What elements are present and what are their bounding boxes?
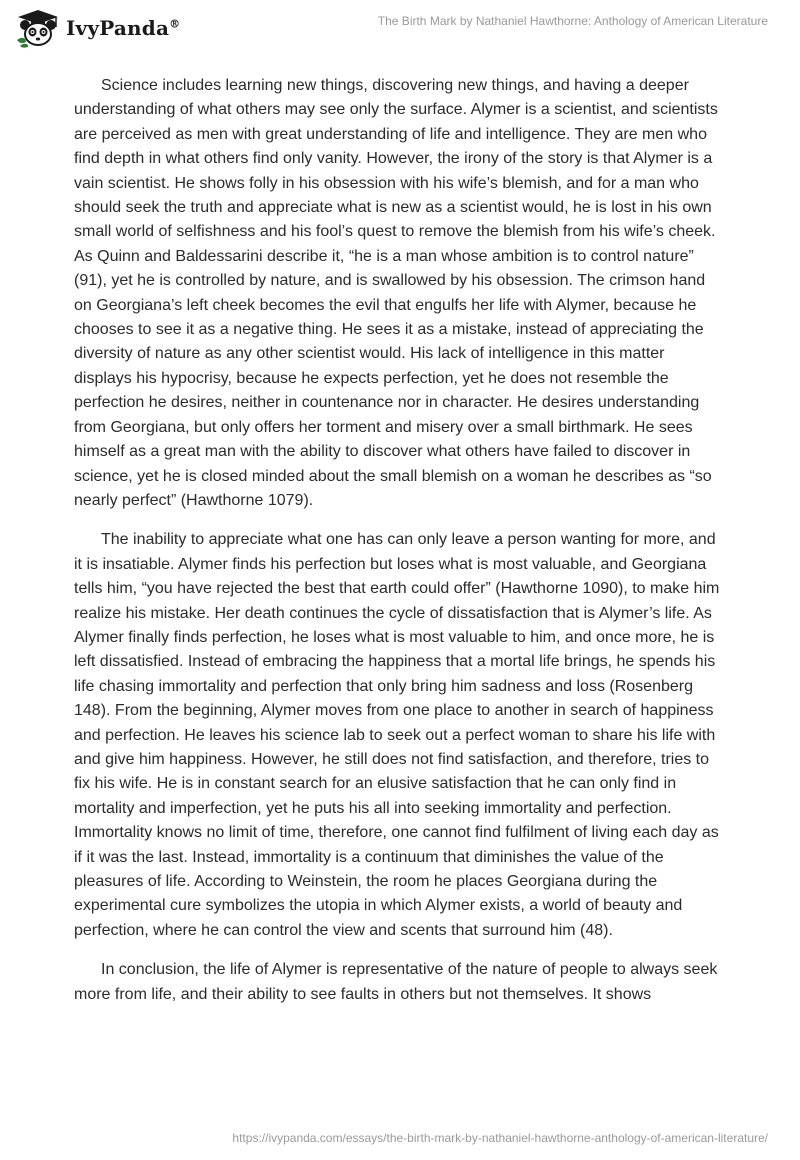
panda-graduate-logo-icon	[14, 8, 62, 48]
brand-name: IvyPanda®	[66, 16, 181, 40]
ivypanda-logo[interactable]	[14, 8, 180, 48]
paragraph: The inability to appreciate what one has can only leave a person wanting for more, and it is insatiable. Alymer finds his perfection but loses what is most valuable, and Georgiana tells him, “you have rejected the best that earth could offer” (Hawthorne 1090), to make him realize his mistake. Her death continues the cycle of dissatisfaction that is Alymer’s life. As Alymer finally finds perfection, he loses what is most valuable to him, and once more, he is left dissatisfied. Instead of embracing the happiness that a mortal life brings, he spends his life chasing immortality and perfection that only bring him sadness and loss (Rosenberg 148). From the beginning, Alymer moves from one place to another in search of happiness and perfection. He leaves his science lab to seek out a perfect woman to share his life with and give him happiness. However, he still does not find satisfaction, and therefore, tries to fix his wife. He is in constant search for an elusive satisfaction that he can only find in mortality and imperfection, yet he puts his all into seeking immortality and perfection. Immortality knows no limit of time, therefore, one cannot find fulfilment of living each day as if it was the last. Instead, immortality is a continuum that diminishes the value of the pleasures of life. According to Weinstein, the room he places Georgiana during the experimental cure symbolizes the utopia in which Alymer exists, a world of beauty and perfection, where he can control the view and scents that surround him (48).	[74, 531, 720, 939]
document-title: The Birth Mark by Nathaniel Hawthorne: Anthology of American Literature	[377, 14, 768, 28]
source-url[interactable]: https://ivypanda.com/essays/the-birth-mark-by-nathaniel-hawthorne-anthology-of-american-literature/	[232, 1131, 768, 1145]
essay-body	[74, 74, 724, 1022]
paragraph: In conclusion, the life of Alymer is representative of the nature of people to always seek more from life, and their ability to see faults in others but not themselves. It shows	[74, 961, 718, 1003]
paragraph: Science includes learning new things, discovering new things, and having a deeper understanding of what others may see only the surface. Alymer is a scientist, and scientists are perceived as men with great understanding of life and intelligence. They are men who find depth in what others find only vanity. However, the irony of the story is that Alymer is a vain scientist. He shows folly in his obsession with his wife’s blemish, and for a man who should seek the truth and appreciate what is new as a scientist would, he is lost in his own small world of selfishness and his fool’s quest to remove the blemish from his wife’s cheek. As Quinn and Baldessarini describe it, “he is a man whose ambition is to control nature” (91), yet he is controlled by nature, and is swallowed by his obsession. The crimson hand on Georgiana’s left cheek becomes the evil that engulfs her life with Alymer, because he chooses to see it as a negative thing. He sees it as a mistake, instead of appreciating the diversity of nature as any other scientist would. His lack of intelligence in this matter displays his hypocrisy, because he expects perfection, yet he does not resemble the perfection he desires, neither in countenance nor in character. He desires understanding from Georgiana, but only offers her torment and misery over a small birthmark. He sees himself as a great man with the ability to discover what others have failed to discover in science, yet he is closed minded about the small blemish on a woman he describes as “so nearly perfect” (Hawthorne 1079).	[74, 77, 718, 509]
page-header	[0, 0, 800, 70]
